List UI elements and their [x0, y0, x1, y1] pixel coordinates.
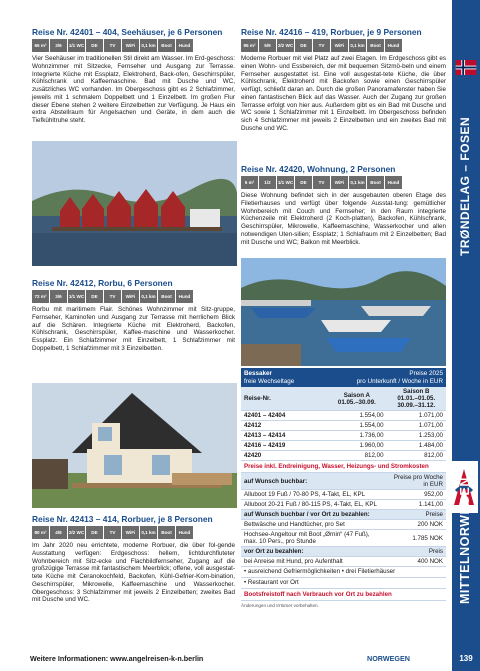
distance-icon: 0,1 km [349, 39, 366, 52]
boat-icon: Boot [367, 39, 384, 52]
boat-icon: Boot [158, 526, 175, 539]
table-row [241, 500, 446, 510]
boat-icon: Boot [158, 39, 175, 52]
seahouses-photo [32, 141, 237, 266]
wifi-icon: WiFi [331, 176, 348, 189]
listing-42412 [32, 278, 235, 353]
german-tv-icon: DE [86, 526, 103, 539]
wifi-icon: WiFi [122, 39, 139, 52]
wifi-icon: WiFi [331, 39, 348, 52]
german-tv-icon: DE [86, 39, 103, 52]
section-header [241, 510, 446, 520]
price-b: 1.071,00 [387, 421, 446, 431]
listing-42401 [32, 27, 235, 125]
table-row [241, 520, 446, 530]
price-b: 1.253,00 [387, 431, 446, 441]
section-unit: Preis [386, 547, 446, 557]
section-label: auf Wunsch buchbar / vor Ort zu bezahlen: [241, 510, 386, 520]
price-a: 1.554,00 [327, 411, 386, 421]
distance-icon: 0,1 km [349, 176, 366, 189]
region-label-bottom: MITTELNORWEGEN [458, 477, 472, 604]
listing-title: Reise Nr. 42413 – 414, Rorbuer, je 8 Personen [32, 514, 213, 524]
boat-icon: Boot [367, 176, 384, 189]
rorbu-photo [32, 383, 237, 508]
extra-price: 200 NOK [386, 520, 446, 530]
listing-42420 [241, 164, 446, 246]
footer-country: NORWEGEN [367, 654, 410, 663]
table-row [241, 451, 446, 461]
price-a: 1.960,00 [327, 441, 386, 451]
tv-icon: TV [313, 39, 330, 52]
listing-description: Im Jahr 2020 neu errichtete, moderne Rorbuer, die über fol-gende Ausstattung verfügen: Erdgeschoss: hellem, lichtdurchfluteter Wohnbereich mit Sitz-ecke und Flachbildfernseher, Zugang auf die großzügige Terrasse mit fantastischem Meerblick; offene, voll ausgestat-tete Küche mit Ceranokochfeld, Backofen, Kühl-Gefrier-Kom-bination, Geschirrspüler, Mikrowelle, Kaffeemaschine und Wasserkocher. Obergeschoss: 3 Schlafzimmer mit jeweils 2 Einzelbetten; zweites Bad mit Dusche und WC. [32, 542, 235, 604]
norway-flag-icon [455, 60, 477, 75]
page-footer [30, 651, 450, 665]
listing-42416 [241, 27, 446, 133]
location-name: Bessaker [244, 370, 273, 377]
fuel-note: Bootsfreistoff nach Verbrauch vor Ort zu bezahlen [241, 589, 446, 601]
table-row [241, 557, 446, 567]
table-header-row [241, 387, 446, 411]
rooms-icon: 3/6 [50, 39, 67, 52]
extra-label: Hochsee-Angeltour mit Boot „Ørnin“ (47 Fuß), max. 10 Pers., pro Stunde [241, 530, 386, 547]
dog-icon: Hund [176, 526, 193, 539]
extras-table [241, 473, 446, 567]
col-trip: Reise-Nr. [241, 387, 327, 411]
section-header [241, 473, 446, 490]
col-season-a [327, 387, 386, 411]
amenity-icons [32, 39, 235, 52]
extra-label: Alluboot 20-21 Fuß / 80-115 PS, 4-Takt, EL, KPL [241, 500, 386, 510]
price-unit: pro Unterkunft / Woche in EUR [356, 377, 443, 385]
table-row [241, 431, 446, 441]
amenity-icons [32, 290, 235, 303]
listing-title: Reise Nr. 42416 – 419, Rorbuer, je 9 Personen [241, 27, 422, 37]
dog-icon: Hund [385, 176, 402, 189]
price-b: 1.071,00 [387, 411, 446, 421]
extra-label: bei Anreise mit Hund, pro Aufenthalt [241, 557, 386, 567]
listing-42413 [32, 514, 235, 604]
area-icon: 5 m² [241, 176, 258, 189]
trip-nr: 42420 [241, 451, 327, 461]
table-row [241, 411, 446, 421]
season-price-table [241, 387, 446, 461]
disclaimer: Änderungen und Irrtümer vorbehalten. [241, 603, 319, 608]
extra-label: Alluboot 19 Fuß / 70-80 PS, 4-Takt, EL, KPL [241, 490, 386, 500]
region-label: TRØNDELAG – FOSEN [458, 116, 472, 256]
rooms-icon: 3/6 [50, 290, 67, 303]
bath-icon: 2/2 WC [68, 526, 85, 539]
extra-price: 1.141,00 [386, 500, 446, 510]
season-a-label: Saison A [343, 391, 370, 399]
listing-description: Rorbu mit maritimem Flair. Schönes Wohnzimmer mit Sitz-gruppe, Fernseher, Kaminofen und Ausgang zur Terrasse mit herrlichem Blick auf die Schären. Integrierte Küche mit Elektroherd, Backofen, Kühlschrank, Geschirrspüler, Kaffee-maschine und Wasserkocher. Essplatz. Ein Schlafzimmer mit Einzelbett, 1 Schlafzimmer mit Doppelbett, 1 Schlafzimmer mit 3 Einzelbetten. [32, 306, 235, 352]
dog-icon: Hund [385, 39, 402, 52]
facility-bullets-2: • Restaurant vor Ort [241, 578, 446, 589]
price-year: Preise 2025 [409, 370, 443, 377]
boat-icon: Boot [158, 290, 175, 303]
season-b-label: Saison B [403, 388, 430, 395]
listing-description: Vier Seehäuser im traditionellen Stil direkt am Wasser. Im Erd-geschoss: Wohnzimmer mit Sitzecke, Fernseher und Ausgang zur Terrasse. Integrierte Küche mit Essplatz, Elektroherd, Back-ofen, Geschirrspüler, Kühlschrank und Kaffeemaschine. Bad mit Dusche und WC, zusätzliches WC vorhanden. Im Obergeschoss gibt es 2 Schlafzimmer, jeweils mit 1 schmalem Doppelbett und 1 Einzelbett. Im großen Flur dieser Ebene stehen 2 weitere Einzelbetten zur Verfügung. Je Haus ein extra Abstellraum für Angelsachen und Geräte, in dem auch die Tiefkühltruhe steht. [32, 55, 235, 124]
amenity-icons [241, 176, 446, 189]
col-season-b [387, 387, 446, 411]
price-inclusions: Preise inkl. Endreinigung, Wasser, Heizungs- und Stromkosten [241, 461, 446, 473]
area-icon: 95 m² [241, 39, 258, 52]
amenity-icons [241, 39, 446, 52]
listing-description: Diese Wohnung befindet sich in der ausgebauten oberen Etage des Filetierhauses und verfügt über folgende Ausstat-tung: gemütlicher Wohnbereich mit Couch und Fernseher; in den Raum integrierte Küchenzeile mit Elektroherd (2 Koch-platten), Backofen, Kühlschrank, Geschirrspüler, Mikrowelle, Kaffeemaschine, Wasserkocher und allen notwendigen Uten-silien; Essplatz; 1 Schlafraum mit 2 Einzelbetten; Bad mit Dusche und WC; Balkon mit Meerblick. [241, 192, 446, 246]
dog-icon: Hund [176, 290, 193, 303]
price-a: 812,00 [327, 451, 386, 461]
tv-icon: TV [313, 176, 330, 189]
harbour-photo [241, 258, 446, 366]
bath-icon: 1/1 WC [68, 39, 85, 52]
german-tv-icon: DE [295, 39, 312, 52]
rooms-icon: 1/2 [259, 176, 276, 189]
wifi-icon: WiFi [122, 526, 139, 539]
dog-icon: Hund [176, 39, 193, 52]
distance-icon: 0,1 km [140, 290, 157, 303]
area-icon: 65 m² [32, 39, 49, 52]
bath-icon: 1/1 WC [277, 176, 294, 189]
rooms-icon: 4/8 [50, 526, 67, 539]
season-a-dates: 01.05.–30.09. [337, 398, 376, 406]
tv-icon: TV [104, 526, 121, 539]
rooms-icon: 5/9 [259, 39, 276, 52]
extra-label: Bettwäsche und Handtücher, pro Set [241, 520, 386, 530]
wifi-icon: WiFi [122, 290, 139, 303]
distance-icon: 0,1 km [140, 39, 157, 52]
trip-nr: 42413 – 42414 [241, 431, 327, 441]
price-a: 1.554,00 [327, 421, 386, 431]
section-label: vor Ort zu bezahlen: [241, 547, 386, 557]
table-row [241, 441, 446, 451]
table-row [241, 490, 446, 500]
section-unit: Preise pro Woche in EUR [386, 473, 446, 490]
season-b-dates-1: 01.01.–01.05. [397, 395, 436, 402]
bath-icon: 2/2 WC [277, 39, 294, 52]
german-tv-icon: DE [86, 290, 103, 303]
tv-icon: TV [104, 290, 121, 303]
trip-nr: 42401 – 42404 [241, 411, 327, 421]
section-label: auf Wunsch buchbar: [241, 473, 386, 490]
changeover-days: freie Wechseltage [244, 377, 295, 385]
facility-bullets-1: • ausreichend Gefriermöglichkeiten • drei Filetierhäuser [241, 567, 446, 578]
table-row [241, 421, 446, 431]
distance-icon: 0,1 km [140, 526, 157, 539]
amenity-icons [32, 526, 235, 539]
listing-description: Moderne Rorbuer mit viel Platz auf zwei Etagen. Im Erdgeschoss gibt es einen Wohn- und Essbereich, der mit bequemen Sitzmö-beln und einem Fernseher ausgestattet ist. Eine voll ausgestat-tete Küche, die über Kühlschrank, Elektroherd mit Backofen sowie einen Geschirrspüler verfügt, schließt daran an. Durch die großen Panoramafenster haben Sie einen fantastischen Blick auf das Wasser. Auch der Zugang zur großen Terrasse erfolgt von hier aus. Außerdem gibt es ein Bad mit Dusche und WC sowie 1 Schlafzimmer mit 1 Einzelbett. Im Obergeschoss befinden sich 4 Schlafzimmer mit jeweils 2 Einzelbetten und ein zweites Bad mit Dusche und WC. [241, 55, 446, 132]
german-tv-icon: DE [295, 176, 312, 189]
price-table [241, 368, 446, 608]
season-b-dates-2: 30.09.–31.12. [397, 402, 436, 409]
listing-title: Reise Nr. 42401 – 404, Seehäuser, je 6 Personen [32, 27, 223, 37]
tv-icon: TV [104, 39, 121, 52]
price-table-header [241, 368, 446, 387]
trip-nr: 42412 [241, 421, 327, 431]
listing-title: Reise Nr. 42412, Rorbu, 6 Personen [32, 278, 173, 288]
table-row [241, 530, 446, 547]
area-icon: 72 m² [32, 290, 49, 303]
price-b: 1.484,00 [387, 441, 446, 451]
section-unit: Preise [386, 510, 446, 520]
footer-website: Weitere Informationen: www.angelreisen-k-n.berlin [30, 654, 204, 663]
bath-icon: 1/1 WC [68, 290, 85, 303]
page-number: 139 [452, 648, 480, 668]
extra-price: 952,00 [386, 490, 446, 500]
listing-title: Reise Nr. 42420, Wohnung, 2 Personen [241, 164, 396, 174]
price-a: 1.736,00 [327, 431, 386, 441]
extra-price: 400 NOK [386, 557, 446, 567]
trip-nr: 42416 – 42419 [241, 441, 327, 451]
area-icon: 80 m² [32, 526, 49, 539]
section-header [241, 547, 446, 557]
price-b: 812,00 [387, 451, 446, 461]
extra-price: 1.785 NOK [386, 530, 446, 547]
